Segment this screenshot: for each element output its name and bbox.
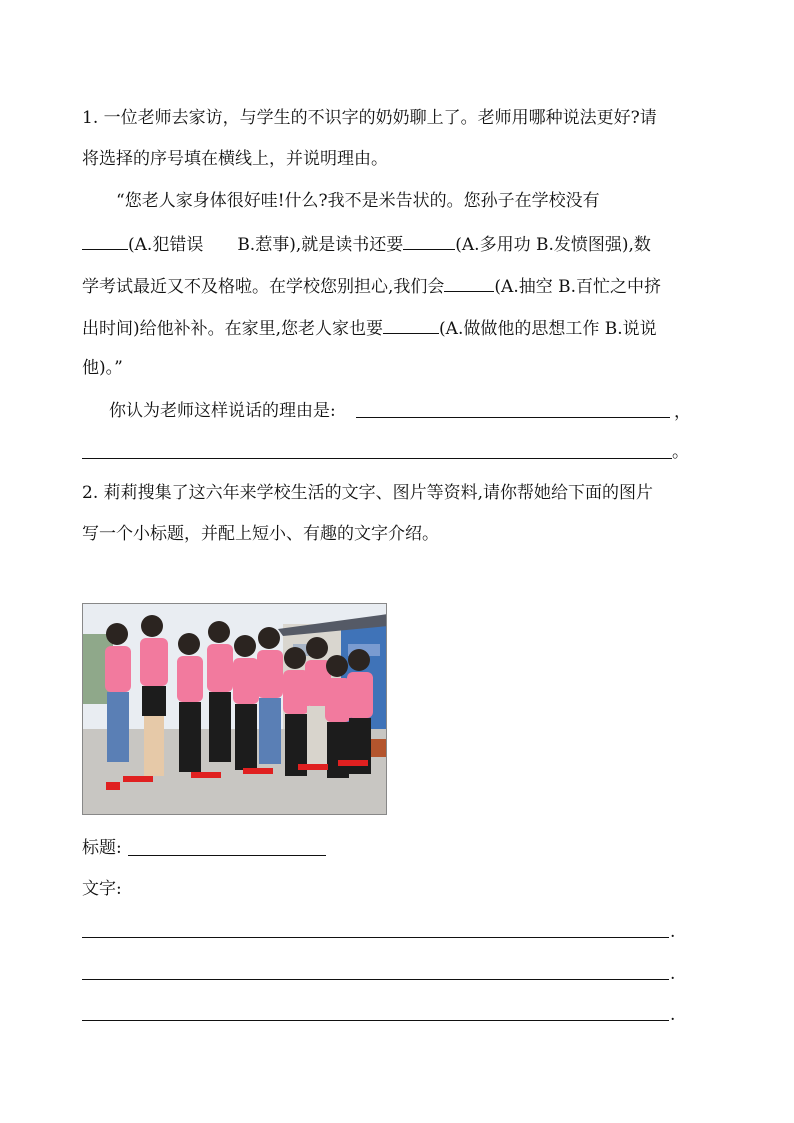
blank-2[interactable] <box>403 231 455 250</box>
reason-comma: ， <box>674 402 691 422</box>
blank-1[interactable] <box>82 231 128 250</box>
q1-line-6: 出时间)给他补补。在家里,您老人家也要 (A.做做他的思想工作 B.说说 <box>82 315 657 341</box>
q2-line-2: 写一个小标题，并配上短小、有趣的文字介绍。 <box>82 524 439 544</box>
text-dot-1: . <box>670 922 676 942</box>
reason-label: 你认为老师这样说话的理由是: <box>109 401 336 421</box>
blank-3[interactable] <box>444 273 494 292</box>
q1-line-4: (A.犯错误 B.惹事),就是读书还要 (A.多用功 B.发愤图强),数 <box>82 231 651 257</box>
team-photo-illustration <box>83 604 387 815</box>
text-dot-2: . <box>670 964 676 984</box>
title-label: 标题: <box>82 838 122 858</box>
blank-4[interactable] <box>383 315 439 334</box>
title-answer-line[interactable] <box>128 855 326 856</box>
q1-line-1: 1. 一位老师去家访，与学生的不识字的奶奶聊上了。老师用哪种说法更好?请 <box>82 108 657 128</box>
q1-line-2: 将选择的序号填在横线上，并说明理由。 <box>82 149 388 169</box>
q1-line-7: 他)。” <box>82 358 123 378</box>
text-answer-line-1[interactable] <box>82 937 669 938</box>
q2-line-1: 2. 莉莉搜集了这六年来学校生活的文字、图片等资料,请你帮她给下面的图片 <box>82 483 654 503</box>
team-photo <box>82 603 387 815</box>
text-label: 文字: <box>82 879 122 899</box>
text-dot-3: . <box>670 1005 676 1025</box>
reason-line-1[interactable] <box>356 417 670 418</box>
text-answer-line-2[interactable] <box>82 979 669 980</box>
q1-line-5: 学考试最近又不及格啦。在学校您别担心,我们会 (A.抽空 B.百忙之中挤 <box>82 273 661 299</box>
text-answer-line-3[interactable] <box>82 1020 669 1021</box>
q1-line-3: “您老人家身体很好哇!什么?我不是米告状的。您孙子在学校没有 <box>116 191 600 211</box>
reason-line-2[interactable] <box>82 458 672 459</box>
reason-period: 。 <box>672 442 689 462</box>
